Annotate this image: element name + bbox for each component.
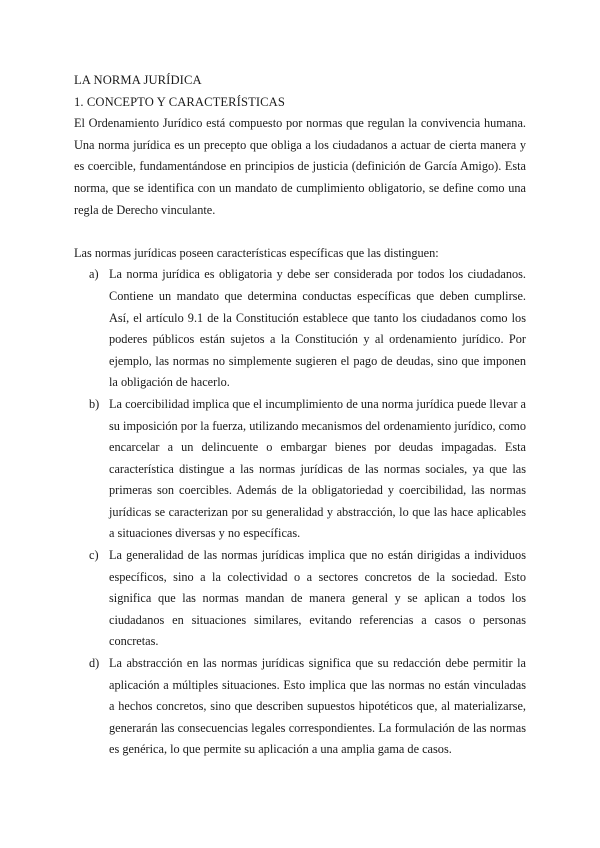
section-heading: 1. CONCEPTO Y CARACTERÍSTICAS xyxy=(74,94,285,109)
list-item xyxy=(74,653,526,761)
list-item-text: La generalidad de las normas jurídicas implica que no están dirigidas a individuos específicos, sino a la colectividad o a sectores concretos de la sociedad. Esto significa que las normas mandan de manera general y se aplican a todos los ciudadanos en situaciones similares, evitando referencias a casos o personas concretas. xyxy=(109,548,526,649)
list-item-marker: a) xyxy=(89,267,99,282)
list-item xyxy=(74,545,526,653)
list-intro: Las normas jurídicas poseen características específicas que las distinguen: xyxy=(74,245,439,260)
list-item-text: La coercibilidad implica que el incumplimiento de una norma jurídica puede llevar a su imposición por la fuerza, utilizando mecanismos del ordenamiento jurídico, como encarcelar a un delincuente o embargar bienes por deudas impagadas. Esta característica distingue a las normas jurídicas de las normas sociales, ya que las primeras son coercibles. Además de la obligatoriedad y coercibilidad, las normas jurídicas se caracterizan por su generalidad y abstracción, lo que las hace aplicables a situaciones diversas y no específicas. xyxy=(109,396,526,541)
list-item-marker: b) xyxy=(89,396,100,411)
list-item xyxy=(74,264,526,394)
list-item-marker: c) xyxy=(89,548,99,563)
list-item xyxy=(74,394,526,545)
characteristics-list xyxy=(74,264,526,761)
paragraph-spacer xyxy=(74,221,526,243)
document-title: LA NORMA JURÍDICA xyxy=(74,73,202,87)
list-item-text: La abstracción en las normas jurídicas significa que su redacción debe permitir la aplicación a múltiples situaciones. Esto implica que las normas no están vinculadas a hechos concretos, sino que describen supuestos hipotéticos que, al materializarse, generarán las consecuencias legales correspondientes. La formulación de las normas es genérica, lo que permite su aplicación a una amplia gama de casos. xyxy=(109,656,526,757)
list-item-marker: d) xyxy=(89,656,100,671)
list-item-text: La norma jurídica es obligatoria y debe ser considerada por todos los ciudadanos. Contiene un mandato que determina conductas específicas que deben cumplirse. Así, el artículo 9.1 de la Constitución establece que tanto los ciudadanos como los poderes públicos están sujetos a la Constitución y al ordenamiento jurídico. Por ejemplo, las normas no simplemente sugieren el pago de deudas, sino que imponen la obligación de hacerlo. xyxy=(109,267,526,390)
document-page xyxy=(74,70,526,761)
intro-paragraph: El Ordenamiento Jurídico está compuesto por normas que regulan la convivencia humana. Una norma jurídica es un precepto que obliga a los ciudadanos a actuar de cierta manera y es coercible, fundamentándose en principios de justicia (definición de García Amigo). Esta norma, que se identifica con un mandato de cumplimiento obligatorio, se define como una regla de Derecho vinculante. xyxy=(74,116,526,217)
